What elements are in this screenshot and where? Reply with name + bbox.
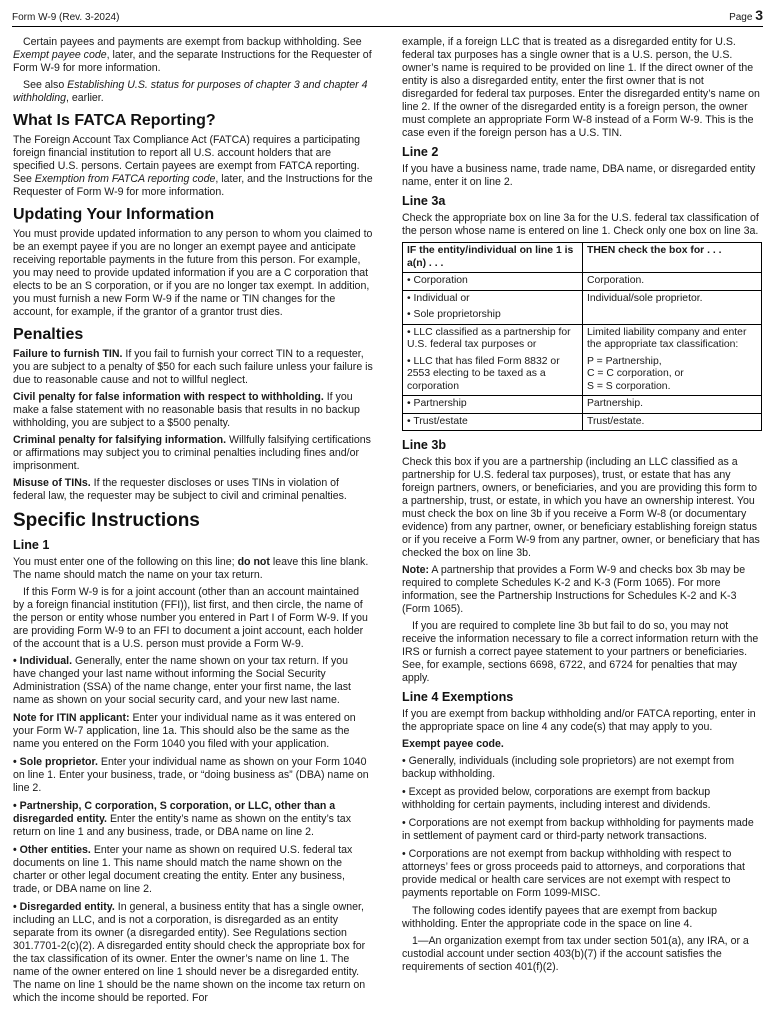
continued-paragraph: example, if a foreign LLC that is treated as a disregarded entity for U.S. federal tax purposes has a single owner that is a U.S. person, the U.S. owner’s name is required to be provided on line 1. If the direct owner of the entity is also a disregarded entity, enter the first owner that is not disregarded for federal tax purposes. Enter the disregarded entity’s name on line 2. If the owner of the disregarded entity is a foreign person, the owner must complete an appropriate Form W-8 instead of a Form W-9. This is the case even if the foreign person has a U.S. TIN. [402, 36, 760, 139]
exempt-payee-code-heading: Exempt payee code. [402, 738, 504, 750]
line3b-paragraph-2: If you are required to complete line 3b but fail to do so, you may not receive the information necessary to file a correct information return with the IRS or furnish a correct payee statement to your partners or beneficiaries. See, for example, sections 6698, 6722, and 6724 for penalties that may apply. [402, 620, 759, 684]
table-header-row [403, 243, 762, 273]
line3a-heading: Line 3a [402, 194, 446, 208]
penalty-misuse: Misuse of TINs. If the requester discloses or uses TINs in violation of federal law, the requester may be subject to civil and criminal penalties. [13, 477, 347, 502]
form-id: Form W-9 (Rev. 3-2024) [12, 12, 120, 23]
intro-paragraph-2: See also Establishing U.S. status for purposes of chapter 3 and chapter 4 withholding, earlier. [13, 79, 368, 104]
exempt-bullet-1: • Generally, individuals (including sole proprietors) are not exempt from backup withholding. [402, 755, 735, 780]
table-row: • Corporation Corporation. [403, 273, 762, 291]
classification-table [402, 242, 762, 431]
updating-heading: Updating Your Information [13, 206, 215, 223]
page-header [12, 8, 763, 27]
line4-heading: Line 4 Exemptions [402, 690, 514, 704]
table-col2-header: THEN check the box for . . . [583, 243, 762, 273]
fatca-paragraph: The Foreign Account Tax Compliance Act (FATCA) requires a participating foreign financial institution to report all U.S. account holders that are specified U.S. persons. Certain payees are exempt from FATCA reporting. See Exemption from FATCA reporting code, later, and the Instructions for the Requester of Form W-9 for more information. [13, 134, 373, 198]
line1-paragraph-2: If this Form W-9 is for a joint account (other than an account maintained by a foreign financial institution (FFI)), list first, and then circle, the name of the person or entity whose number you entered in Part I of Form W-9. If you are providing Form W-9 to an FFI to document a joint account, each holder of the account that is a U.S. person must provide a Form W-9. [13, 586, 368, 650]
bullet-individual: • Individual. Generally, enter the name shown on your tax return. If you have changed your last name without informing the Social Security Administration (SSA) of the name change, enter your first name, the last name as shown on your social security card, and your new last name. [13, 655, 351, 706]
fatca-heading: What Is FATCA Reporting? [13, 112, 216, 129]
right-column [402, 36, 762, 978]
penalty-civil: Civil penalty for false information with respect to withholding. If you make a false statement with no reasonable basis that results in no backup withholding, you are subject to a $500 penalty. [13, 391, 360, 429]
page-number: 3 [755, 7, 763, 23]
page-indicator [729, 9, 763, 24]
bullet-sole-proprietor: • Sole proprietor. Enter your individual name as shown on your Form 1040 on line 1. Enter your business, trade, or “doing business as” (DBA) name on line 2. [13, 756, 369, 794]
line1-heading: Line 1 [13, 538, 50, 552]
code-1: 1—An organization exempt from tax under section 501(a), any IRA, or a custodial account under section 403(b)(7) if the account satisfies the requirements of section 401(f)(2). [402, 935, 749, 973]
table-row: • LLC classified as a partnership for U.S. federal tax purposes or • LLC that has filed Form 8832 or 2553 electing to be taxed as a corporation Limited liability company and enter the appropriate tax classification: P = Partnership, C = C corporation, or S = S corporation. [403, 324, 762, 396]
bullet-partnership: • Partnership, C corporation, S corporation, or LLC, other than a disregarded entity. Enter the entity’s name as shown on the entity’s tax return on line 1 and any business, trade, or DBA name on line 2. [13, 800, 351, 838]
line3b-paragraph: Check this box if you are a partnership (including an LLC classified as a partnership for U.S. federal tax purposes), trust, or estate that has any foreign partners, owners, or beneficiaries, and you are providing this form to a partnership, trust, or estate, in which you have an ownership interest. You must check the box on line 3b if you receive a Form W-8 (or documentary evidence) from any partner, owner, or beneficiary establishing foreign status or if you receive a Form W-9 from any partner, owner, or beneficiary that has checked the box on line 3b. [402, 456, 760, 559]
left-column [13, 36, 373, 1010]
exempt-bullet-4: • Corporations are not exempt from backup withholding with respect to attorneys’ fees or gross proceeds paid to attorneys, and corporations that provide medical or health care services are not exempt with respect to payments reportable on Form 1099-MISC. [402, 848, 745, 899]
table-col1-header: IF the entity/individual on line 1 is a(n) . . . [403, 243, 583, 273]
table-row: • Partnership Partnership. [403, 396, 762, 414]
table-row: • Trust/estate Trust/estate. [403, 413, 762, 431]
bullet-disregarded-entity: • Disregarded entity. In general, a business entity that has a single owner, including an LLC, and is not a corporation, is disregarded as an entity separate from its owner (a disregarded entity). See Regulations section 301.7701-2(c)(2). A disregarded entity should check the appropriate box for the tax classification of its owner. Enter the owner’s name on line 1. The name of the owner entered on line 1 should never be a disregarded entity. The name on line 1 should be the name shown on the income tax return on which the income should be reported. For [13, 901, 366, 1004]
page-label: Page [729, 12, 753, 23]
line2-paragraph: If you have a business name, trade name, DBA name, or disregarded entity name, enter it on line 2. [402, 163, 756, 188]
line3a-paragraph: Check the appropriate box on line 3a for the U.S. federal tax classification of the person whose name is entered on line 1. Check only one box on line 3a. [402, 212, 759, 237]
penalties-heading: Penalties [13, 326, 84, 343]
line1-paragraph-1: You must enter one of the following on this line; do not leave this line blank. The name should match the name on your tax return. [13, 556, 369, 581]
bullet-other-entities: • Other entities. Enter your name as shown on required U.S. federal tax documents on line 1. This name should match the name shown on the charter or other legal document creating the entity. Enter any business, trade, or DBA name on line 2. [13, 844, 353, 895]
line4-paragraph: If you are exempt from backup withholding and/or FATCA reporting, enter in the appropriate space on line 4 any code(s) that may apply to you. [402, 708, 756, 733]
penalty-failure-tin: Failure to furnish TIN. If you fail to furnish your correct TIN to a requester, you are subject to a penalty of $50 for each such failure unless your failure is due to reasonable cause and not to willful neglect. [13, 348, 373, 386]
exempt-bullet-2: • Except as provided below, corporations are exempt from backup withholding for certain payments, including interest and dividends. [402, 786, 711, 811]
table-row: • Individual or • Sole proprietorship Individual/sole proprietor. [403, 290, 762, 324]
line3b-heading: Line 3b [402, 438, 447, 452]
codes-paragraph: The following codes identify payees that are exempt from backup withholding. Enter the appropriate code in the space on line 4. [402, 905, 718, 930]
specific-instructions-heading: Specific Instructions [13, 510, 200, 531]
note-itin: Note for ITIN applicant: Enter your individual name as it was entered on your Form W-7 application, line 1a. This should also be the same as the name you entered on the Form 1040 you filed with your application. [13, 712, 356, 750]
penalty-criminal: Criminal penalty for falsifying information. Willfully falsifying certifications or affirmations may subject you to criminal penalties including fines and/or imprisonment. [13, 434, 371, 472]
exempt-bullet-3: • Corporations are not exempt from backup withholding for payments made in settlement of payment card or third-party network transactions. [402, 817, 754, 842]
line2-heading: Line 2 [402, 145, 439, 159]
updating-paragraph: You must provide updated information to any person to whom you claimed to be an exempt payee if you are no longer an exempt payee and anticipate receiving reportable payments in the future from this person. For example, you may need to provide updated information if you are a C corporation that elects to be an S corporation, or if you are no longer tax exempt. In addition, you must furnish a new Form W-9 if the name or TIN changes for the account, for example, if the grantor of a grantor trust dies. [13, 228, 373, 318]
line3b-note: Note: A partnership that provides a Form W-9 and checks box 3b may be required to complete Schedules K-2 and K-3 (Form 1065). For more information, see the Partnership Instructions for Schedules K-2 and K-3 (Form 1065). [402, 564, 746, 615]
intro-paragraph-1: Certain payees and payments are exempt from backup withholding. See Exempt payee code, later, and the separate Instructions for the Requester of Form W-9 for more information. [13, 36, 372, 74]
